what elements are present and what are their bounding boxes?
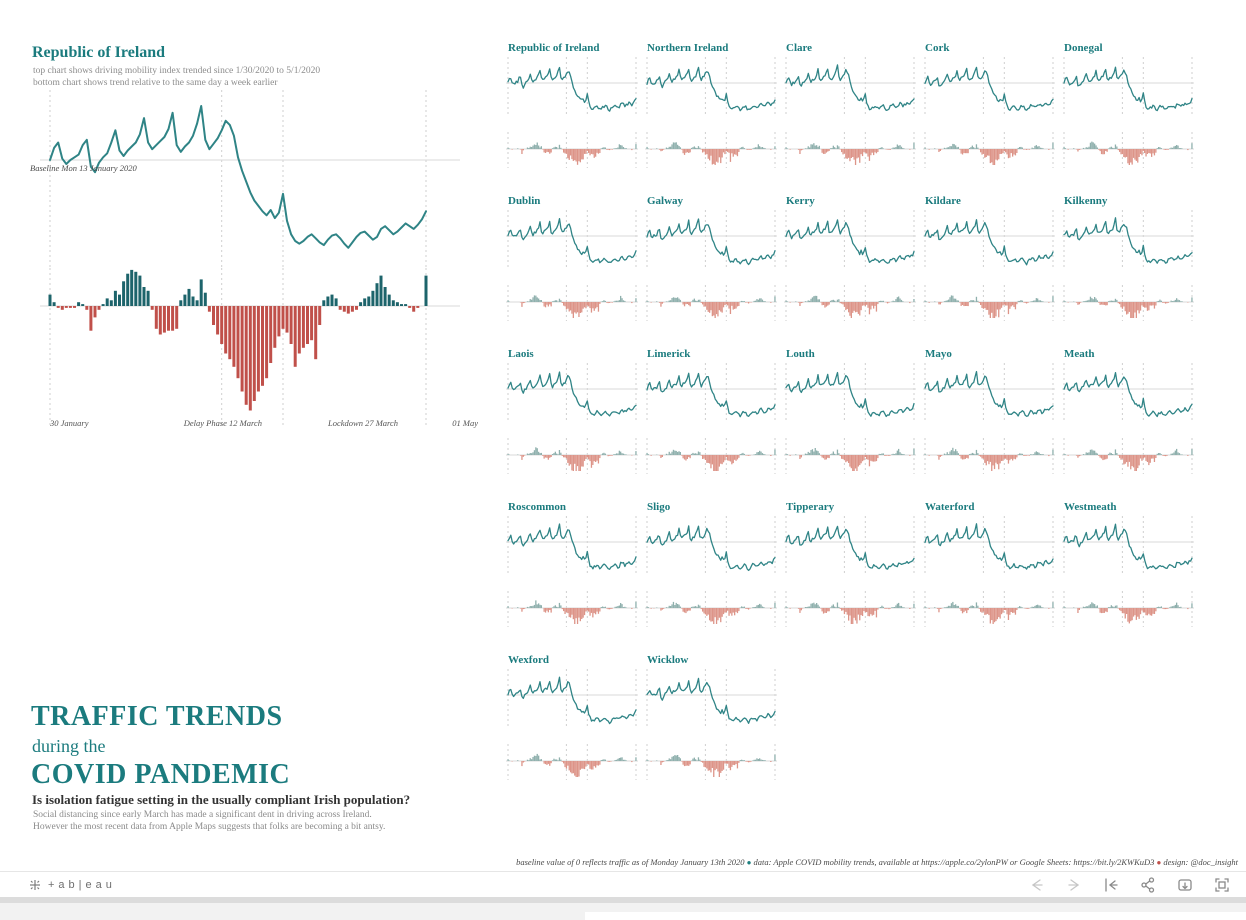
page-background-strip [585,912,1246,920]
headline-traffic-trends: TRAFFIC TRENDS [31,701,283,732]
axis-label-delay-phase: Delay Phase 12 March [183,418,262,428]
county-title: Republic of Ireland [508,42,600,54]
county-tile[interactable] [784,344,923,497]
county-bar-chart[interactable] [784,132,923,168]
county-tile[interactable] [784,38,923,191]
county-line-chart[interactable] [645,669,784,729]
county-line-chart[interactable] [506,669,645,729]
fullscreen-icon [1212,875,1232,895]
county-tile[interactable] [1062,38,1201,191]
main-bar-chart[interactable] [40,268,460,428]
county-title: Northern Ireland [647,42,729,54]
county-tile[interactable] [506,344,645,497]
tableau-mark-icon [28,878,42,892]
county-tile[interactable] [923,38,1062,191]
data-source-caption [516,857,1238,867]
download-icon [1175,875,1195,895]
county-title: Kilkenny [1064,195,1108,207]
county-line-chart[interactable] [784,210,923,270]
county-bar-chart[interactable] [784,285,923,321]
county-bar-chart[interactable] [506,438,645,474]
county-bar-chart[interactable] [645,438,784,474]
axis-label-01-may: 01 May [452,418,478,428]
county-tile[interactable] [1062,344,1201,497]
county-title: Donegal [1064,42,1103,54]
county-line-chart[interactable] [923,210,1062,270]
toolbar-redo-button[interactable] [1064,875,1084,895]
county-bar-chart[interactable] [645,591,784,627]
headline-note-1: Social distancing since early March has made a significant dent in driving across Ireland. [33,810,372,820]
page-title: Republic of Ireland [32,44,166,61]
caption-baseline: baseline value of 0 reflects traffic as of Monday January 13th 2020 [516,857,745,867]
county-bar-chart[interactable] [645,132,784,168]
county-bar-chart[interactable] [645,285,784,321]
county-title: Kerry [786,195,815,207]
county-bar-chart[interactable] [506,132,645,168]
redo-icon [1064,875,1084,895]
headline-covid-pandemic: COVID PANDEMIC [31,759,291,790]
county-bar-chart[interactable] [923,591,1062,627]
page-subtitle-2: bottom chart shows trend relative to the same day a week earlier [33,78,278,88]
county-tile[interactable] [506,650,645,803]
county-line-chart[interactable] [923,363,1062,423]
county-line-chart[interactable] [506,516,645,576]
county-tile[interactable] [645,497,784,650]
county-title: Cork [925,42,950,54]
county-title: Limerick [647,348,691,360]
axis-label-lockdown: Lockdown 27 March [328,418,399,428]
county-title: Mayo [925,348,952,360]
toolbar-icon-group [1027,875,1232,895]
baseline-annotation: Baseline Mon 13 January 2020 [30,163,137,173]
county-title: Kildare [925,195,961,207]
county-bar-chart[interactable] [1062,591,1201,627]
county-tile[interactable] [784,191,923,344]
toolbar-reset-button[interactable] [1101,875,1121,895]
county-title: Clare [786,42,813,54]
county-bar-chart[interactable] [923,438,1062,474]
county-title: Waterford [925,501,975,513]
county-tile[interactable] [1062,497,1201,650]
county-tile[interactable] [784,497,923,650]
share-icon [1138,875,1158,895]
county-bar-chart[interactable] [506,591,645,627]
teal-dot-icon: ● [746,858,754,867]
county-tile[interactable] [506,38,645,191]
county-tile[interactable] [506,191,645,344]
tableau-wordmark: +ab|eau [48,879,116,891]
county-title: Wexford [508,654,549,666]
tableau-toolbar [0,871,1246,898]
main-line-chart[interactable] [40,90,460,267]
county-title: Louth [786,348,815,360]
county-bar-chart[interactable] [506,285,645,321]
county-line-chart[interactable] [506,363,645,423]
county-line-chart[interactable] [784,57,923,117]
county-title: Galway [647,195,684,207]
county-line-chart[interactable] [923,516,1062,576]
county-title: Sligo [647,501,671,513]
county-title: Wicklow [647,654,689,666]
county-grid [506,38,1206,803]
county-line-chart[interactable] [506,57,645,117]
toolbar-download-button[interactable] [1175,875,1195,895]
caption-data-source: data: Apple COVID mobility trends, available at https://apple.co/2ylonPW or Google Sheets: https://bit.ly/2KWKuD3 [753,857,1155,867]
county-line-chart[interactable] [645,57,784,117]
county-tile[interactable] [645,344,784,497]
county-bar-chart[interactable] [1062,285,1201,321]
headline-question: Is isolation fatigue setting in the usually compliant Irish population? [32,792,411,807]
headline-during-the: during the [32,736,106,756]
toolbar-share-button[interactable] [1138,875,1158,895]
county-bar-chart[interactable] [1062,438,1201,474]
county-line-chart[interactable] [1062,57,1201,117]
county-line-chart[interactable] [645,210,784,270]
reset-icon [1101,875,1121,895]
county-line-chart[interactable] [506,210,645,270]
county-line-chart[interactable] [1062,516,1201,576]
county-title: Laois [508,348,534,360]
county-line-chart[interactable] [784,363,923,423]
county-title: Roscommon [508,501,567,513]
county-tile[interactable] [645,650,784,803]
county-line-chart[interactable] [645,516,784,576]
headline-note-2: However the most recent data from Apple Maps suggests that folks are becoming a bit antsy. [33,822,386,832]
undo-icon [1027,875,1047,895]
red-dot-icon: ● [1156,858,1164,867]
county-title: Dublin [508,195,541,207]
county-bar-chart[interactable] [923,285,1062,321]
county-tile[interactable] [645,38,784,191]
county-title: Tipperary [786,501,835,513]
county-bar-chart[interactable] [784,591,923,627]
county-tile[interactable] [923,344,1062,497]
axis-label-30-january: 30 January [50,418,89,428]
county-bar-chart[interactable] [506,744,645,780]
county-tile[interactable] [645,191,784,344]
toolbar-undo-button[interactable] [1027,875,1047,895]
county-title: Meath [1064,348,1095,360]
county-tile[interactable] [1062,191,1201,344]
county-line-chart[interactable] [923,57,1062,117]
county-line-chart[interactable] [1062,210,1201,270]
county-tile[interactable] [506,497,645,650]
county-line-chart[interactable] [645,363,784,423]
page-subtitle-1: top chart shows driving mobility index trended since 1/30/2020 to 5/1/2020 [33,66,321,76]
county-line-chart[interactable] [784,516,923,576]
county-bar-chart[interactable] [923,132,1062,168]
county-bar-chart[interactable] [784,438,923,474]
county-bar-chart[interactable] [645,744,784,780]
tableau-logo[interactable] [28,878,116,892]
county-bar-chart[interactable] [1062,132,1201,168]
county-line-chart[interactable] [1062,363,1201,423]
county-tile[interactable] [923,497,1062,650]
caption-design-credit: design: @doc_insight [1163,857,1238,867]
county-title: Westmeath [1064,501,1117,513]
county-tile[interactable] [923,191,1062,344]
toolbar-fullscreen-button[interactable] [1212,875,1232,895]
